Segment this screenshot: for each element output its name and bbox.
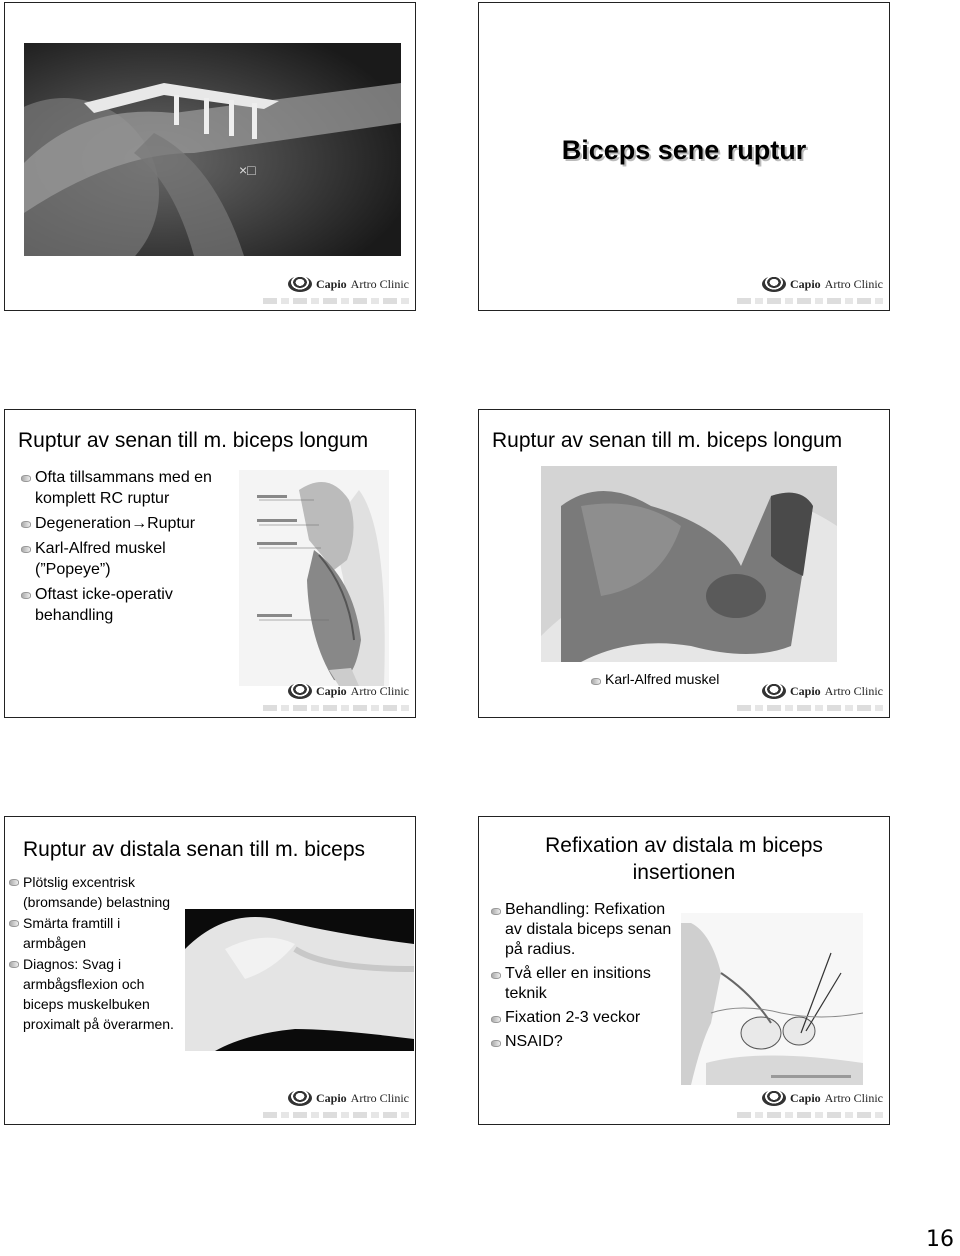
bullet-item: Degeneration→Ruptur [21,513,241,534]
capio-logo-icon [762,1090,786,1106]
popeye-arm-photo [541,466,837,662]
clinic-logo: Capio Artro Clinic [288,1090,409,1106]
capio-logo-icon [762,683,786,699]
bullet-item: Plötslig excentrisk (bromsande) belastning [9,872,181,912]
refixation-illustration [681,913,863,1085]
capio-logo-icon [288,1090,312,1106]
slide-xray [4,2,416,311]
bullet-item: Behandling: Refixation av distala biceps senan på radius. [491,900,681,960]
bullet-item: Fixation 2-3 veckor [491,1008,681,1028]
slide-heading: Ruptur av senan till m. biceps longum [18,429,369,452]
bullet-item: Oftast icke-operativ behandling [21,584,241,626]
slide-distal-rupture [4,816,416,1125]
footer-strip [263,1112,409,1118]
footer-strip [737,298,883,304]
clinic-logo: Capio Artro Clinic [288,683,409,699]
slide-heading: Ruptur av distala senan till m. biceps [23,838,365,861]
slide-karl-alfred [478,409,890,718]
bullet-list [9,872,181,1034]
bullet-item: Karl-Alfred muskel [591,671,719,687]
footer-strip [263,705,409,711]
bullet-item: Diagnos: Svag i armbågsflexion och biceps muskelbuken proximalt på överarmen. [9,954,181,1034]
clinic-logo: Capio Artro Clinic [762,1090,883,1106]
distal-biceps-arm-photo [185,909,414,1051]
slide-title [478,2,890,311]
anatomy-illustration [239,470,389,686]
capio-logo-icon [288,683,312,699]
capio-logo-icon [288,276,312,292]
clinic-logo: Capio Artro Clinic [762,683,883,699]
slide-title-text: Biceps sene ruptur [561,135,807,165]
page-number: 16 [926,1227,954,1252]
bullet-item: Ofta tillsammans med en komplett RC ruptur [21,467,241,509]
slide-heading: Refixation av distala m biceps insertionen [545,834,823,884]
clinic-logo: Capio Artro Clinic [762,276,883,292]
bullet-list [21,467,241,626]
footer-strip [263,298,409,304]
slide-heading: Ruptur av senan till m. biceps longum [492,429,843,452]
capio-logo-icon [762,276,786,292]
footer-strip [737,705,883,711]
bullet-item: Två eller en insitions teknik [491,964,681,1004]
xray-marker: ×□ [239,162,256,178]
clinic-logo: Capio Artro Clinic [288,276,409,292]
slide-refixation [478,816,890,1125]
bullet-item: Smärta framtill i armbågen [9,913,181,953]
footer-strip [737,1112,883,1118]
slide-biceps-longum-anatomy [4,409,416,718]
xray-image [24,43,401,256]
bullet-item: NSAID? [491,1032,681,1052]
bullet-list [591,671,719,687]
bullet-list [491,900,681,1052]
bullet-item: Karl-Alfred muskel (”Popeye”) [21,538,241,580]
